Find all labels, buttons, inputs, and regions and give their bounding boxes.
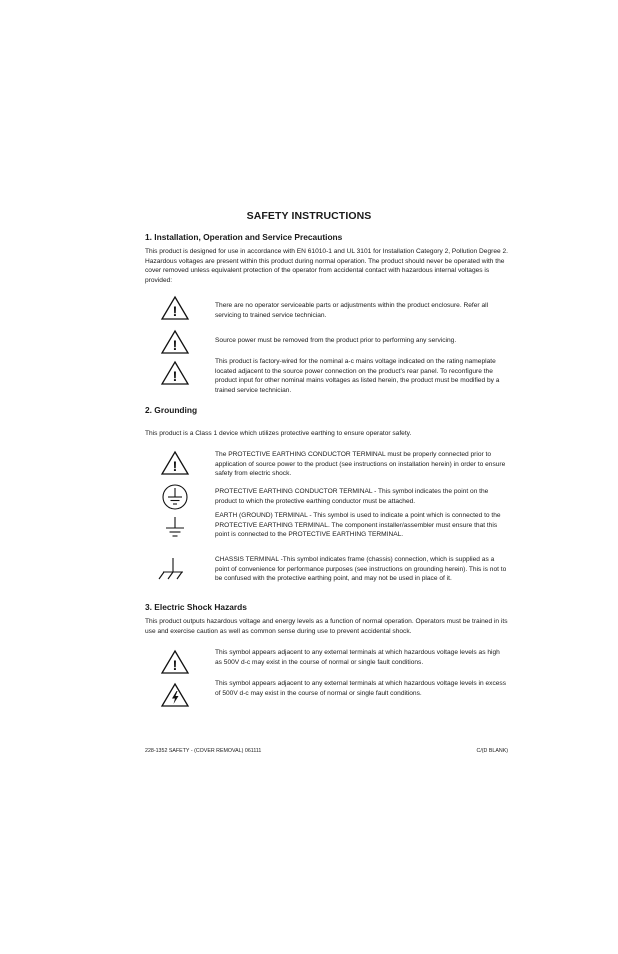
section-3-item-1-text: This symbol appears adjacent to any external terminals at which hazardous voltage levels as high as 500V d-c may exist in the course of normal or single fault conditions. [215,649,500,666]
svg-text:!: ! [172,458,178,474]
section-3-item-2-text: This symbol appears adjacent to any external terminals at which hazardous voltage levels in excess of 500V d-c may exist in the course of normal or single fault conditions. [215,680,507,697]
section-2-item-4-text: CHASSIS TERMINAL -This symbol indicates frame (chassis) connection, which is supplied as a point of convenience for performance purposes (see instructions on grounding herein). This is not to be confused with the protective earthing point, and may not be used in place of it. [215,556,507,583]
high-voltage-icon [160,682,190,708]
section-1-item-1-text: There are no operator serviceable parts or adjustments within the product enclosure. Refer all servicing to trained service technician. [215,302,489,319]
earth-ground-icon [160,515,190,541]
warning-triangle-icon [160,450,190,476]
svg-text:!: ! [172,303,178,319]
protective-earth-icon [160,482,190,512]
section-2-item-3-text: EARTH (GROUND) TERMINAL - This symbol is used to indicate a point which is connected to the PROTECTIVE EARTHING TERMINAL. The component installer/assembler must ensure that this point is connected to the PROTECTIVE EARTHING TERMINAL. [215,512,501,539]
warning-triangle-icon [160,649,190,675]
warning-triangle-icon [160,329,190,355]
warning-triangle-icon [160,295,190,321]
section-2-intro: This product is a Class 1 device which utilizes protective earthing to ensure operator safety. [145,430,412,437]
section-2-item-1-text: The PROTECTIVE EARTHING CONDUCTOR TERMINAL must be properly connected prior to application of source power to the product (see instructions on installation herein) in order to ensure safety from electric shock. [215,451,506,478]
section-1-item-3-text: This product is factory-wired for the nominal a-c mains voltage indicated on the rating nameplate located adjacent to the source power connection on the product's rear panel. To reconfigure the product input for other nominal mains voltages as listed herein, the product must be modified by a trained service technician. [215,358,500,394]
chassis-terminal-icon [154,556,188,582]
section-3-heading: 3. Electric Shock Hazards [145,602,247,612]
section-3-intro: This product outputs hazardous voltage and energy levels as a function of normal operation. Operators must be trained in its use and exercise caution as well as common sense during use to prevent accidental shock. [145,618,508,635]
page-title: SAFETY INSTRUCTIONS [246,210,372,222]
section-1-heading: 1. Installation, Operation and Service Precautions [145,232,343,242]
svg-text:!: ! [172,657,178,673]
footer-document-code: 228-1352 SAFETY - (COVER REMOVAL) 061111 [145,748,262,754]
svg-text:!: ! [172,368,178,384]
section-1-intro: This product is designed for use in accordance with EN 61010-1 and UL 3101 for Installation Category 2, Pollution Degree 2. Hazardous voltages are present within this product during normal operation. The product should never be operated with the cover removed unless equivalent protection of the operator from accidental contact with hazardous internal voltages is provided: [145,248,508,284]
section-1-item-2-text: Source power must be removed from the product prior to performing any servicing. [215,337,457,344]
warning-triangle-icon [160,360,190,386]
section-2-heading: 2. Grounding [145,405,198,415]
svg-text:!: ! [172,337,178,353]
section-2-item-2-text: PROTECTIVE EARTHING CONDUCTOR TERMINAL - This symbol indicates the point on the product to which the protective earthing conductor must be attached. [215,488,489,505]
footer-page-number: C/(D BLANK) [476,748,508,754]
